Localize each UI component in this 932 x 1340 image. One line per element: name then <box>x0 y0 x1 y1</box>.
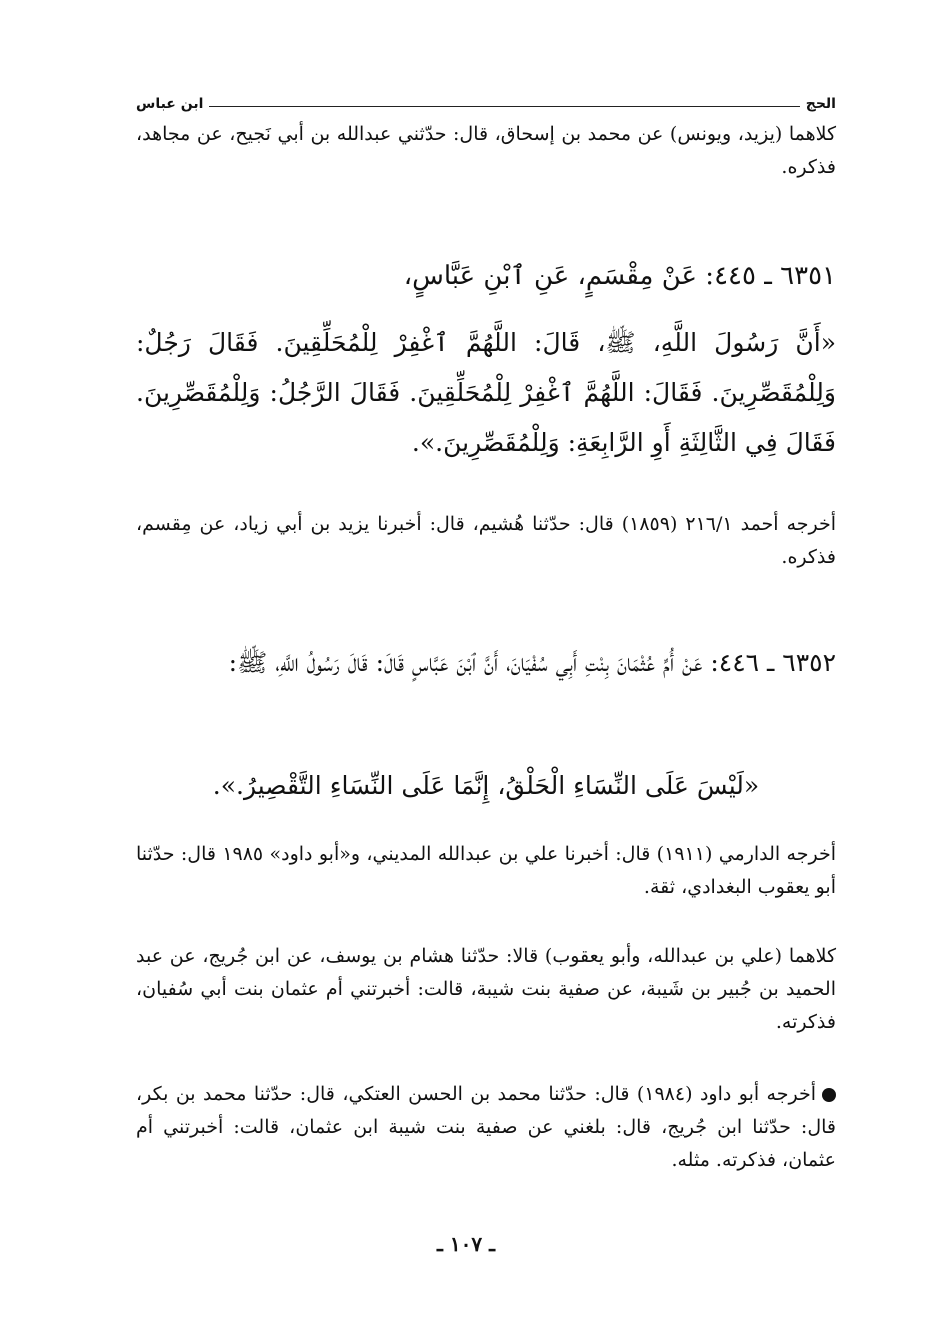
hadith-6352-takhrij-3 <box>136 1078 836 1177</box>
bullet-marker <box>822 1088 836 1102</box>
hadith-6352-takhrij-2: كلاهما (علي بن عبدالله، وأبو يعقوب) قالا: حدّثنا هشام بن يوسف، عن ابن جُريج، عن عبد الحميد بن جُبير بن شَيبة، عن صفية بنت شيبة، قالت: أخبرتني أم عثمان بنت أبي سُفيان، فذكرته. <box>136 945 836 1033</box>
hadith-6352-takhrij-3-text: أخرجه أبو داود (١٩٨٤) قال: حدّثنا محمد بن الحسن العتكي، قال: حدّثنا محمد بن بكر، قال: حدّثنا ابن جُريج، قال: بلغني عن صفية بنت شيبة ابن عثمان، قالت: أخبرتني أم عثمان، فذكرته. مثله. <box>136 1083 836 1171</box>
hadith-6351-text: «أَنَّ رَسُولَ اللَّهِ، ﷺ، قَالَ: اللَّهُمَّ ٱغْفِرْ لِلْمُحَلِّقِينَ. فَقَالَ رَجُلٌ: وَلِلْمُقَصِّرِينَ. فَقَالَ: اللَّهُمَّ ٱغْفِرْ لِلْمُحَلِّقِينَ. فَقَالَ الرَّجُلُ: وَلِلْمُقَصِّرِينَ. فَقَالَ فِي الثَّالِثَةِ أَوِ الرَّابِعَةِ: وَلِلْمُقَصِّرِينَ.». <box>136 328 836 457</box>
hadith-6351-takhrij: أخرجه أحمد ٢١٦/١ (١٨٥٩) قال: حدّثنا هُشيم، قال: أخبرنا يزيد بن أبي زياد، عن مِقسم، فذكره. <box>136 513 837 568</box>
hadith-6352-text: «لَيْسَ عَلَى النِّسَاءِ الْحَلْقُ، إِنَّمَا عَلَى النِّسَاءِ التَّقْصِيرُ.». <box>212 771 760 800</box>
running-header <box>136 88 836 112</box>
header-rule <box>209 106 799 107</box>
page-number: ـ ١٠٧ ـ <box>437 1232 495 1256</box>
hadith-6352-takhrij-1: أخرجه الدارمي (١٩١١) قال: أخبرنا علي بن عبدالله المديني، و«أبو داود» ١٩٨٥ قال: حدّثنا أبو يعقوب البغدادي، ثقة. <box>136 843 836 898</box>
header-chapter: الحج <box>805 96 836 112</box>
header-companion: ابن عباس <box>136 96 204 112</box>
intro-paragraph: كلاهما (يزيد، ويونس) عن محمد بن إسحاق، قال: حدّثني عبدالله بن أبي نَجيح، عن مجاهد، فذكره. <box>136 123 836 178</box>
hadith-6351-heading: ٦٣٥١ ـ ٤٤٥: عَنْ مِقْسَمٍ، عَنِ ٱبْنِ عَبَّاسٍ، <box>403 261 836 291</box>
hadith-6352-heading: ٦٣٥٢ ـ ٤٤٦: عَنْ أُمِّ عُثْمَانَ بِنْتِ أَبِي سُفْيَانَ، أَنَّ ٱبْنَ عَبَّاسٍ قَالَ: قَالَ رَسُولُ اللَّهِ، ﷺ: <box>228 648 836 677</box>
